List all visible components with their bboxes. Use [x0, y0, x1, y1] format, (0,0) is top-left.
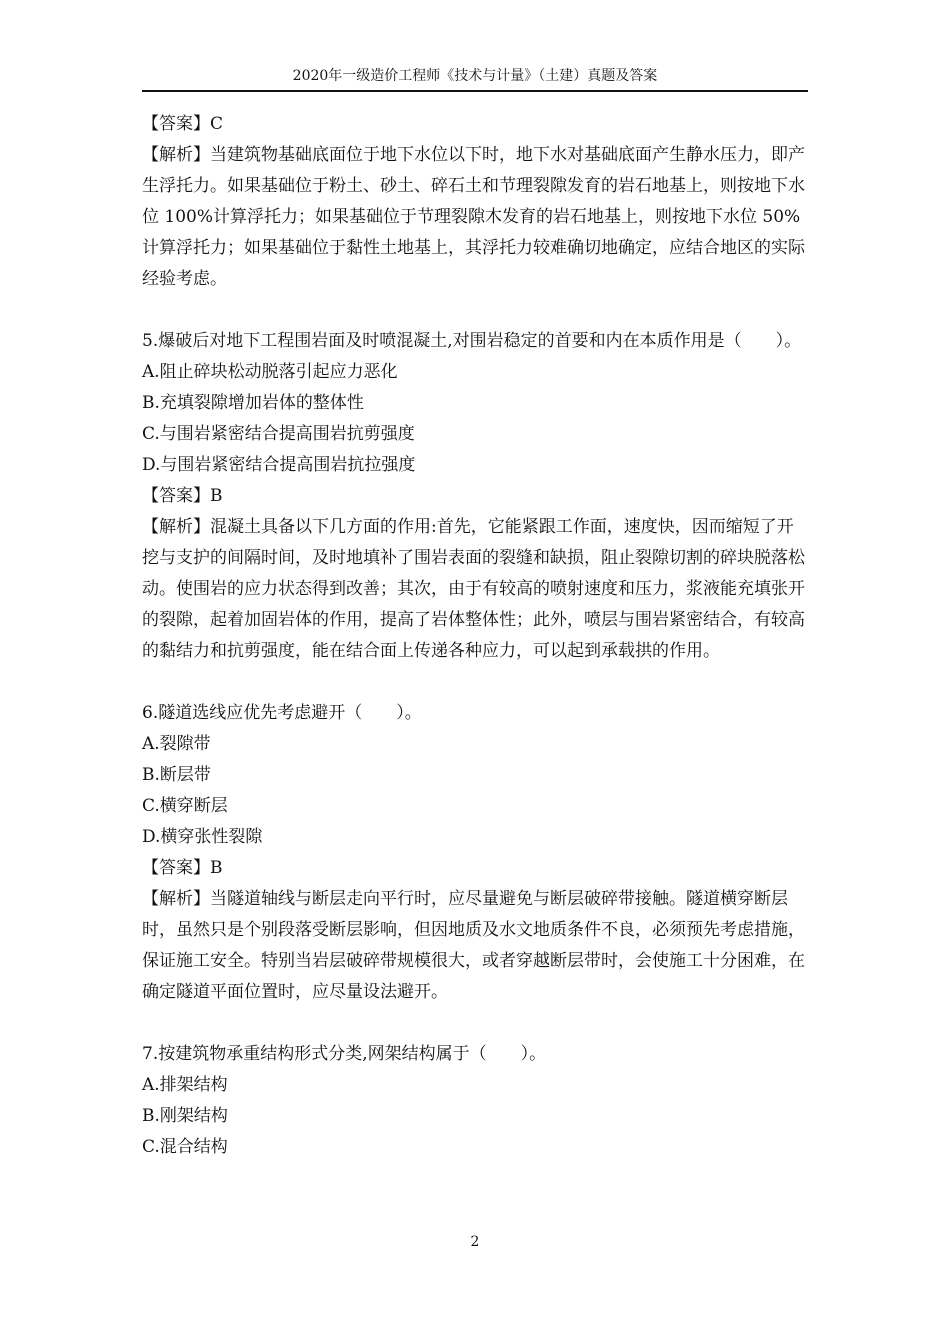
page-number: 2 — [470, 1234, 480, 1250]
option-a: A.排架结构 — [142, 1075, 228, 1095]
option-b: B.断层带 — [142, 765, 211, 785]
option-c: C.横穿断层 — [142, 796, 228, 816]
question-stem: 6.隧道选线应优先考虑避开（ ）。 — [142, 703, 422, 723]
page-header: 2020年一级造价工程师《技术与计量》（土建）真题及答案 — [292, 68, 658, 84]
analysis-paragraph: 【解析】当建筑物基础底面位于地下水位以下时，地下水对基础底面产生静水压力，即产生浮托力。如果基础位于粉土、砂土、碎石土和节理裂隙发育的岩石地基上，则按地下水位 100%计算浮托力；如果基础位于节理裂隙木发育的岩石地基上，则按地下水位 50%计算浮托力；如果基础位于黏性土地基上，其浮托力较难确切地确定，应结合地区的实际经验考虑。 — [142, 145, 805, 289]
spacer — [142, 667, 808, 698]
option-d: D.与围岩紧密结合提高围岩抗拉强度 — [142, 455, 416, 475]
answer-line: 【答案】B — [142, 486, 223, 506]
option-b: B.刚架结构 — [142, 1106, 228, 1126]
spacer — [142, 1008, 808, 1039]
option-a: A.裂隙带 — [142, 734, 211, 754]
option-c: C.与围岩紧密结合提高围岩抗剪强度 — [142, 424, 415, 444]
header-rule — [142, 90, 808, 92]
analysis-paragraph: 【解析】当隧道轴线与断层走向平行时，应尽量避免与断层破碎带接触。隧道横穿断层时，虽然只是个别段落受断层影响，但因地质及水文地质条件不良，必须预先考虑措施，保证施工安全。特别当岩层破碎带规模很大，或者穿越断层带时，会使施工十分困难，在确定隧道平面位置时，应尽量设法避开。 — [142, 889, 805, 1002]
analysis-paragraph: 【解析】混凝土具备以下几方面的作用:首先，它能紧跟工作面，速度快，因而缩短了开挖与支护的间隔时间，及时地填补了围岩表面的裂缝和缺损，阻止裂隙切割的碎块脱落松动。使围岩的应力状态得到改善；其次，由于有较高的喷射速度和压力，浆液能充填张开的裂隙，起着加固岩体的作用，提高了岩体整体性；此外，喷层与围岩紧密结合，有较高的黏结力和抗剪强度，能在结合面上传递各种应力，可以起到承载拱的作用。 — [142, 517, 805, 661]
question-stem: 5.爆破后对地下工程围岩面及时喷混凝土,对围岩稳定的首要和内在本质作用是（ ）。 — [142, 331, 802, 351]
option-c: C.混合结构 — [142, 1137, 228, 1157]
question-stem: 7.按建筑物承重结构形式分类,网架结构属于（ ）。 — [142, 1044, 547, 1064]
option-b: B.充填裂隙增加岩体的整体性 — [142, 393, 364, 413]
spacer — [142, 295, 808, 326]
option-d: D.横穿张性裂隙 — [142, 827, 263, 847]
answer-line: 【答案】C — [142, 114, 224, 134]
answer-line: 【答案】B — [142, 858, 223, 878]
option-a: A.阻止碎块松动脱落引起应力恶化 — [142, 362, 398, 382]
page-content — [142, 109, 808, 1163]
